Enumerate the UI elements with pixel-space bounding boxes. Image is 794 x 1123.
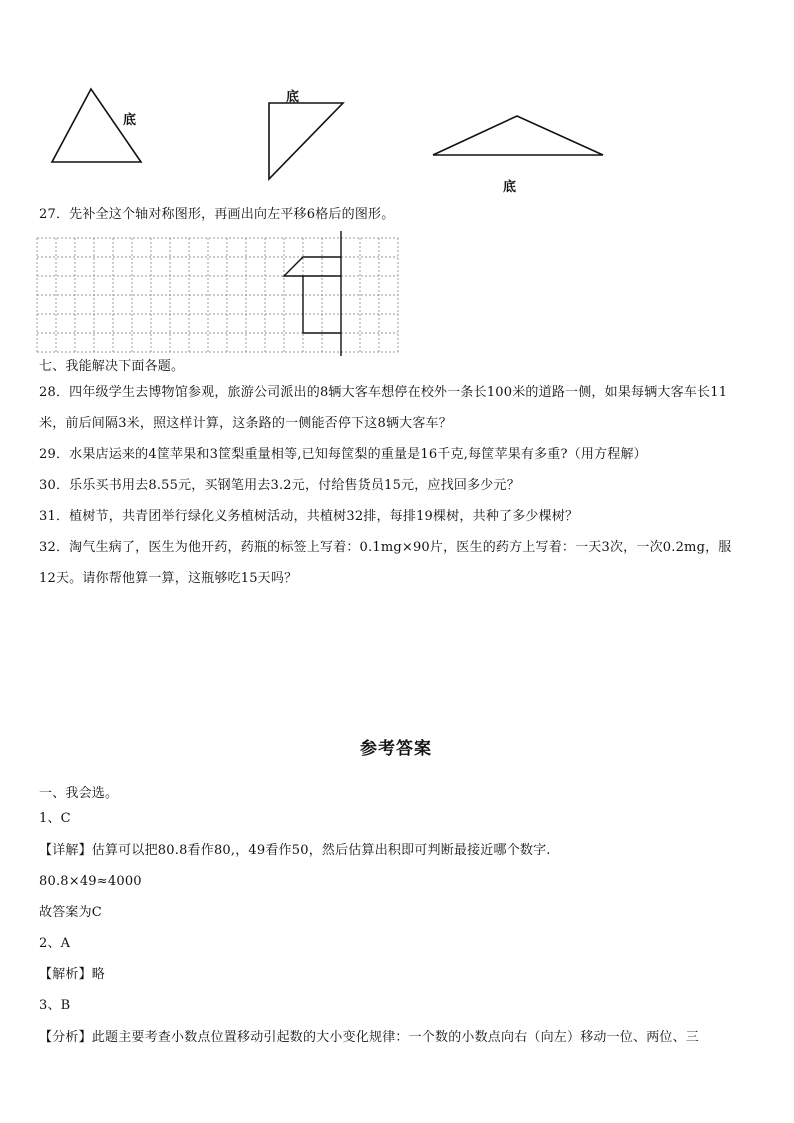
question-28-line-1: 28．四年级学生去博物馆参观，旅游公司派出的8辆大客车想停在校外一条长100米的道路一侧，如果每辆大客车长11 [39, 385, 728, 400]
triangle-2-base-label: 底 [286, 90, 300, 105]
answers-title: 参考答案 [360, 739, 432, 759]
question-32-line-1: 32．淘气生病了，医生为他开药，药瓶的标签上写着：0.1mg×90片，医生的药方上写着：一天3次，一次0.2mg，服 [39, 540, 732, 555]
answer-1-calc: 80.8×49≈4000 [39, 874, 142, 889]
answers-section-1: 一、我会选。 [39, 786, 119, 801]
half-figure-stem [303, 276, 341, 333]
answer-3-detail: 【分析】此题主要考查小数点位置移动引起数的大小变化规律：一个数的小数点向右（向左）移动一位、两位、三 [39, 1030, 700, 1045]
triangle-3-base-label: 底 [503, 180, 517, 195]
question-28-line-2: 米，前后间隔3米，照这样计算，这条路的一侧能否停下这8辆大客车？ [39, 416, 452, 431]
question-30: 30．乐乐买书用去8.55元，买钢笔用去3.2元，付给售货员15元，应找回多少元？ [39, 478, 520, 493]
answer-2-detail: 【解析】略 [39, 967, 106, 982]
answer-2: 2、A [39, 936, 71, 951]
half-figure [284, 257, 341, 276]
answer-1-conclusion: 故答案为C [39, 905, 102, 920]
answer-1: 1、C [39, 811, 71, 826]
section-7-heading: 七、我能解决下面各题。 [39, 359, 185, 374]
question-32-line-2: 12天。请你帮他算一算，这瓶够吃15天吗？ [39, 571, 298, 586]
answer-1-detail: 【详解】估算可以把80.8看作80,，49看作50，然后估算出积即可判断最接近哪个数字. [39, 843, 551, 858]
triangle-1-base-label: 底 [123, 113, 137, 128]
answer-3: 3、B [39, 998, 71, 1013]
question-31: 31．植树节，共青团举行绿化义务植树活动，共植树32排，每排19棵树，共种了多少棵树？ [39, 509, 579, 524]
question-27: 27．先补全这个轴对称图形，再画出向左平移6格后的图形。 [39, 207, 395, 222]
question-29: 29．水果店运来的4筐苹果和3筐梨重量相等,已知每筐梨的重量是16千克,每筐苹果有多重?（用方程解） [39, 447, 647, 462]
